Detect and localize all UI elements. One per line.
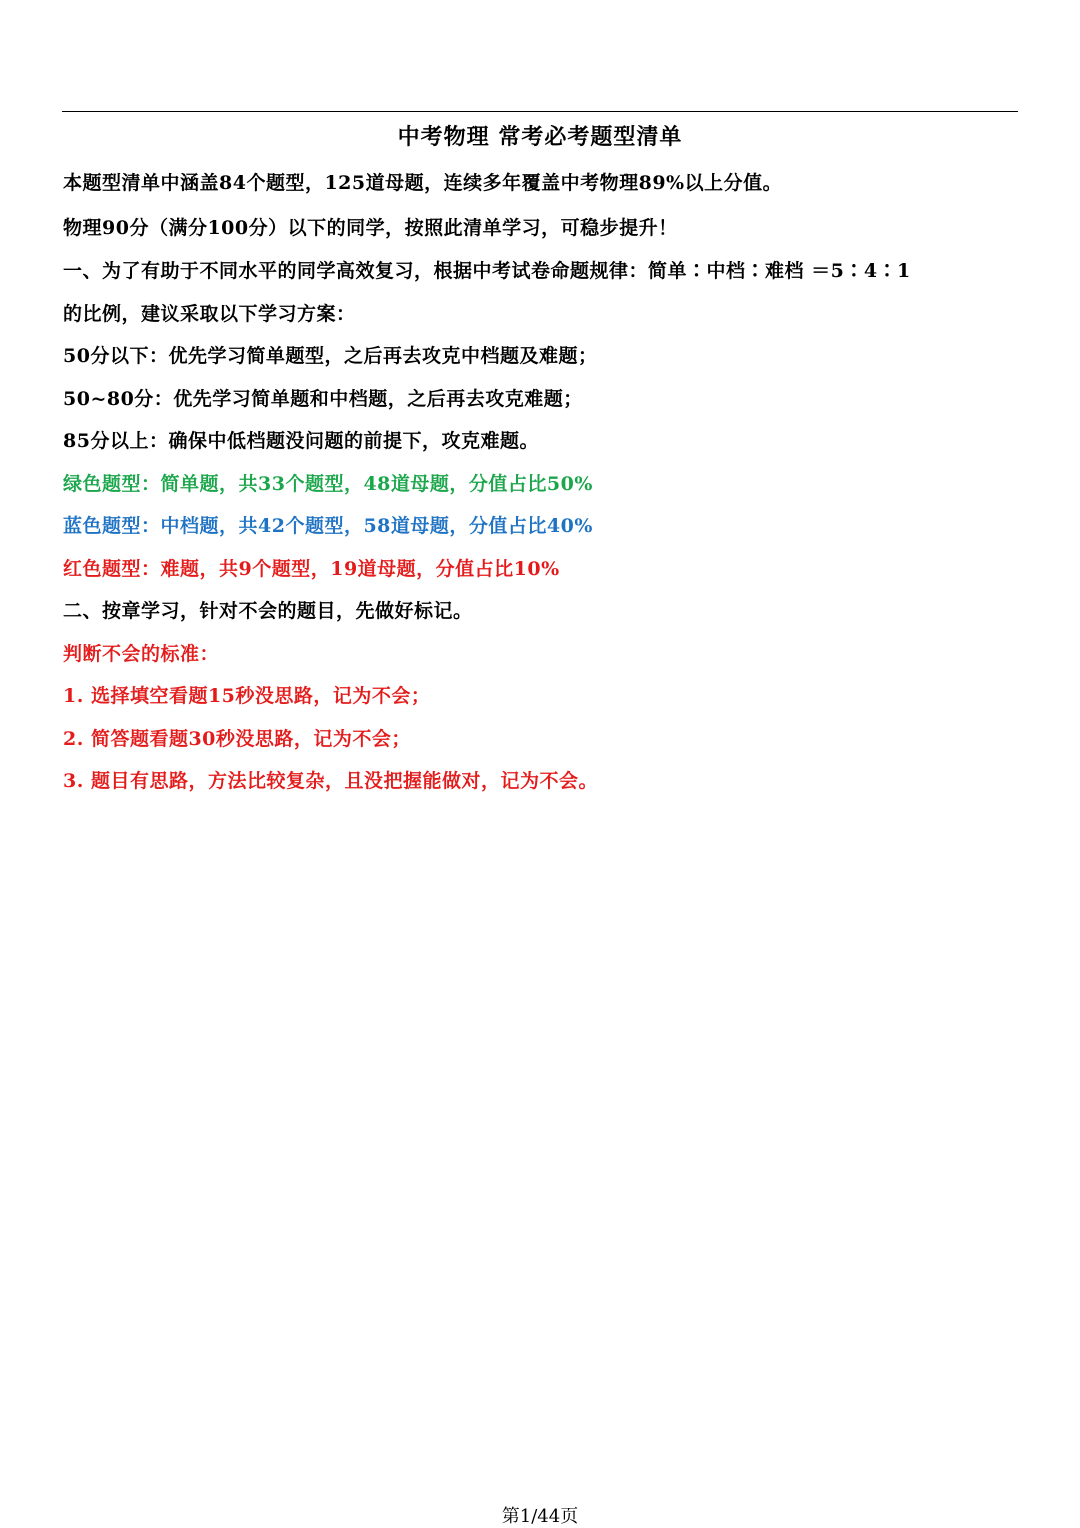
criteria-heading: 判断不会的标准： [63, 643, 220, 665]
plan-above-85: 85分以上：确保中低档题没问题的前提下，攻克难题。 [63, 430, 539, 452]
section-one-continuation: 的比例，建议采取以下学习方案： [63, 303, 356, 325]
blue-type-line: 蓝色题型：中档题，共42个题型，58道母题，分值占比40% [63, 515, 593, 537]
criteria-item-1: 1. 选择填空看题15秒没思路，记为不会； [63, 685, 431, 707]
criteria-item-2: 2. 简答题看题30秒没思路，记为不会； [63, 728, 411, 750]
target-line: 物理90分（满分100分）以下的同学，按照此清单学习，可稳步提升！ [63, 217, 678, 239]
plan-50-80: 50~80分：优先学习简单题和中档题，之后再去攻克难题； [63, 388, 583, 410]
green-type-line: 绿色题型：简单题，共33个题型，48道母题，分值占比50% [63, 473, 593, 495]
criteria-item-3: 3. 题目有思路，方法比较复杂，且没把握能做对，记为不会。 [63, 770, 598, 792]
intro-line: 本题型清单中涵盖84个题型，125道母题，连续多年覆盖中考物理89%以上分值。 [63, 172, 783, 194]
section-one-line: 一、为了有助于不同水平的同学高效复习，根据中考试卷命题规律：简单∶中档∶难档 ＝5∶4∶1 [63, 260, 911, 282]
section-two-line: 二、按章学习，针对不会的题目，先做好标记。 [63, 600, 473, 622]
page-number: 第1/44页 [501, 1506, 579, 1527]
plan-below-50: 50分以下：优先学习简单题型，之后再去攻克中档题及难题； [63, 345, 598, 367]
document-title: 中考物理 常考必考题型清单 [397, 124, 683, 150]
red-type-line: 红色题型：难题，共9个题型，19道母题，分值占比10% [63, 558, 560, 580]
header-divider [62, 111, 1018, 112]
